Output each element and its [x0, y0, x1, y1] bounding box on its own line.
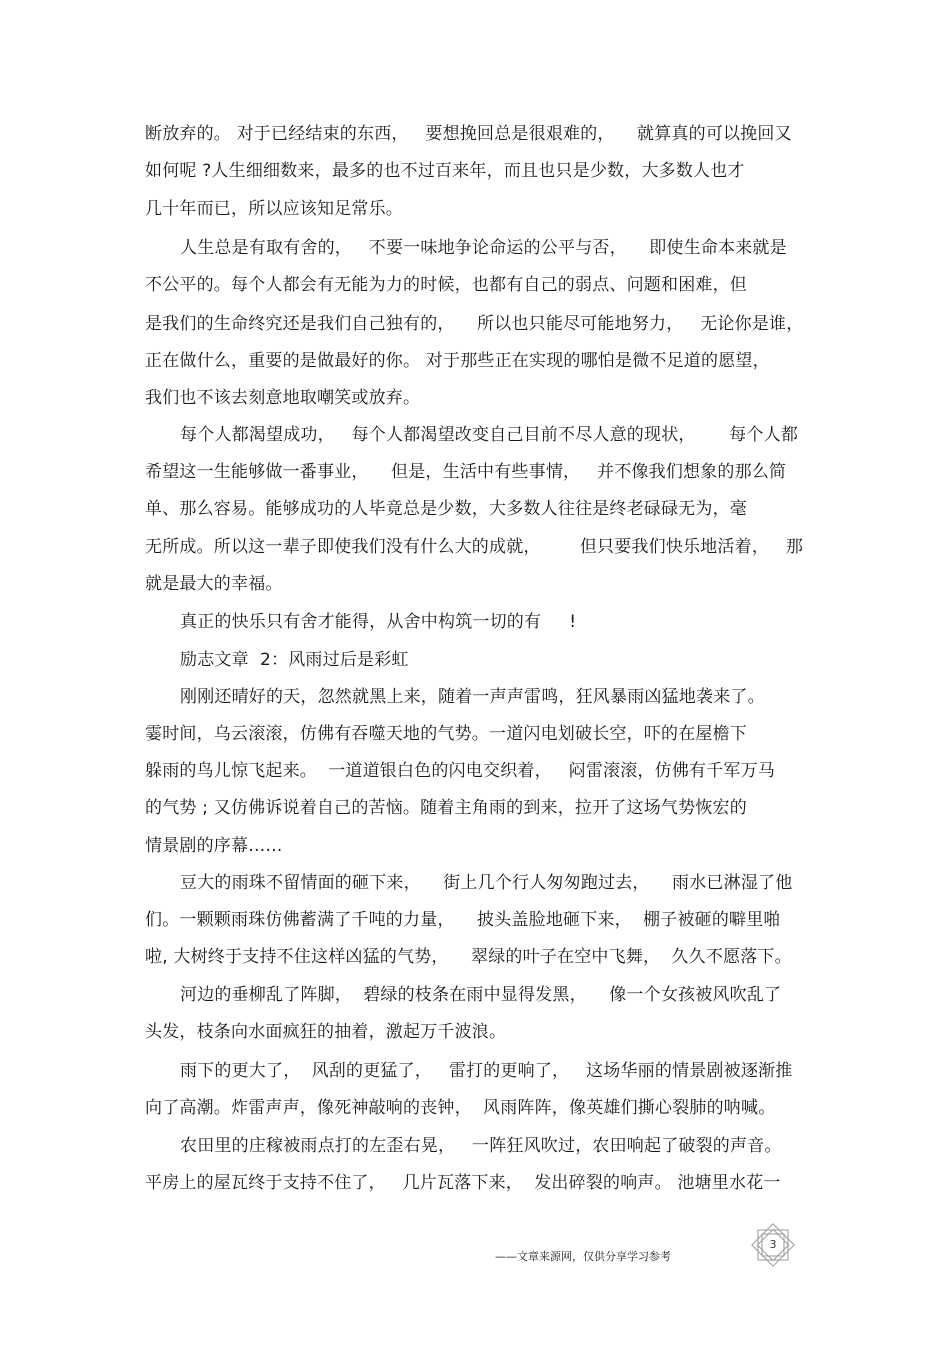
- text-line-21: 豆大的雨珠不留情面的砸下来， 街上几个行人匆匆跑过去， 雨水已淋湿了他: [180, 873, 793, 893]
- text-line-27: 向了高潮。炸雷声声，像死神敲响的丧钟， 风雨阵阵，像英雄们撕心裂肺的呐喊。: [145, 1098, 776, 1118]
- text-line-18: 躲雨的鸟儿惊飞起来。 一道道银白色的闪电交织着， 闷雷滚滚，仿佛有千军万马: [145, 761, 776, 781]
- text-line-22: 们。一颗颗雨珠仿佛蓄满了千吨的力量， 披头盖脸地砸下来， 棚子被砸的噼里啪: [145, 910, 781, 930]
- text-line-3: 几十年而已，所以应该知足常乐。: [145, 199, 403, 219]
- text-line-13: 就是最大的幸福。: [145, 574, 283, 594]
- text-line-23: 啦, 大树终于支持不住这样凶猛的气势， 翠绿的叶子在空中飞舞， 久久不愿落下。: [145, 947, 792, 967]
- text-line-11: 单、那么容易。能够成功的人毕竟总是少数，大多数人往往是终老碌碌无为，毫: [145, 499, 747, 519]
- text-line-25: 头发，枝条向水面疯狂的抽着，激起万千波浪。: [145, 1022, 507, 1042]
- text-line-26: 雨下的更大了， 风刮的更猛了， 雷打的更响了， 这场华丽的情景剧被逐渐推: [180, 1061, 793, 1081]
- text-line-19: 的气势 ; 又仿佛诉说着自己的苦恼。随着主角雨的到来，拉开了这场气势恢宏的: [145, 798, 747, 818]
- footer-source-note: ——文章来源网，仅供分享学习参考: [495, 1250, 671, 1263]
- text-line-20: 情景剧的序幕……: [145, 836, 283, 856]
- text-line-12: 无所成。所以这一辈子即使我们没有什么大的成就， 但只要我们快乐地活着， 那: [145, 537, 804, 557]
- text-line-28: 农田里的庄稼被雨点打的左歪右晃， 一阵狂风吹过，农田响起了破裂的声音。: [180, 1136, 782, 1156]
- text-line-8: 我们也不该去刻意地取嘲笑或放弃。: [145, 388, 421, 408]
- text-line-17: 霎时间，乌云滚滚，仿佛有吞噬天地的气势。一道闪电划破长空，吓的在屋檐下: [145, 724, 747, 744]
- text-line-24: 河边的垂柳乱了阵脚， 碧绿的枝条在雨中显得发黑， 像一个女孩被风吹乱了: [180, 985, 782, 1005]
- text-line-9: 每个人都渴望成功， 每个人都渴望改变自己目前不尽人意的现状， 每个人都: [180, 425, 799, 445]
- text-line-7: 正在做什么，重要的是做最好的你。 对于那些正在实现的哪怕是微不足道的愿望，: [145, 351, 770, 371]
- text-line-6: 是我们的生命终究还是我们自己独有的， 所以也只能尽可能地努力， 无论你是谁，: [145, 314, 804, 334]
- text-line-5: 不公平的。每个人都会有无能为力的时候，也都有自己的弱点、问题和困难，但: [145, 275, 747, 295]
- page-number-badge: [745, 1217, 801, 1273]
- text-line-1: 断放弃的。 对于已经结束的东西， 要想挽回总是很艰难的， 就算真的可以挽回又: [145, 124, 792, 144]
- page-number: 3: [769, 1238, 777, 1251]
- text-line-4: 人生总是有取有舍的， 不要一味地争论命运的公平与否， 即使生命本来就是: [180, 238, 787, 258]
- text-line-29: 平房上的屋瓦终于支持不住了， 几片瓦落下来， 发出碎裂的响声。 池塘里水花一: [145, 1173, 781, 1193]
- text-line-16: 刚刚还晴好的天，忽然就黑上来，随着一声声雷鸣，狂风暴雨凶猛地袭来了。: [180, 687, 765, 707]
- article-heading: 励志文章 2：风雨过后是彩虹: [180, 650, 409, 670]
- text-line-10: 希望这一生能够做一番事业， 但是，生活中有些事情， 并不像我们想象的那么简: [145, 462, 787, 482]
- text-line-14: 真正的快乐只有舍才能得，从舍中构筑一切的有 !: [180, 612, 577, 632]
- text-line-2: 如何呢 ?人生细细数来，最多的也不过百来年，而且也只是少数，大多数人也才: [145, 161, 745, 181]
